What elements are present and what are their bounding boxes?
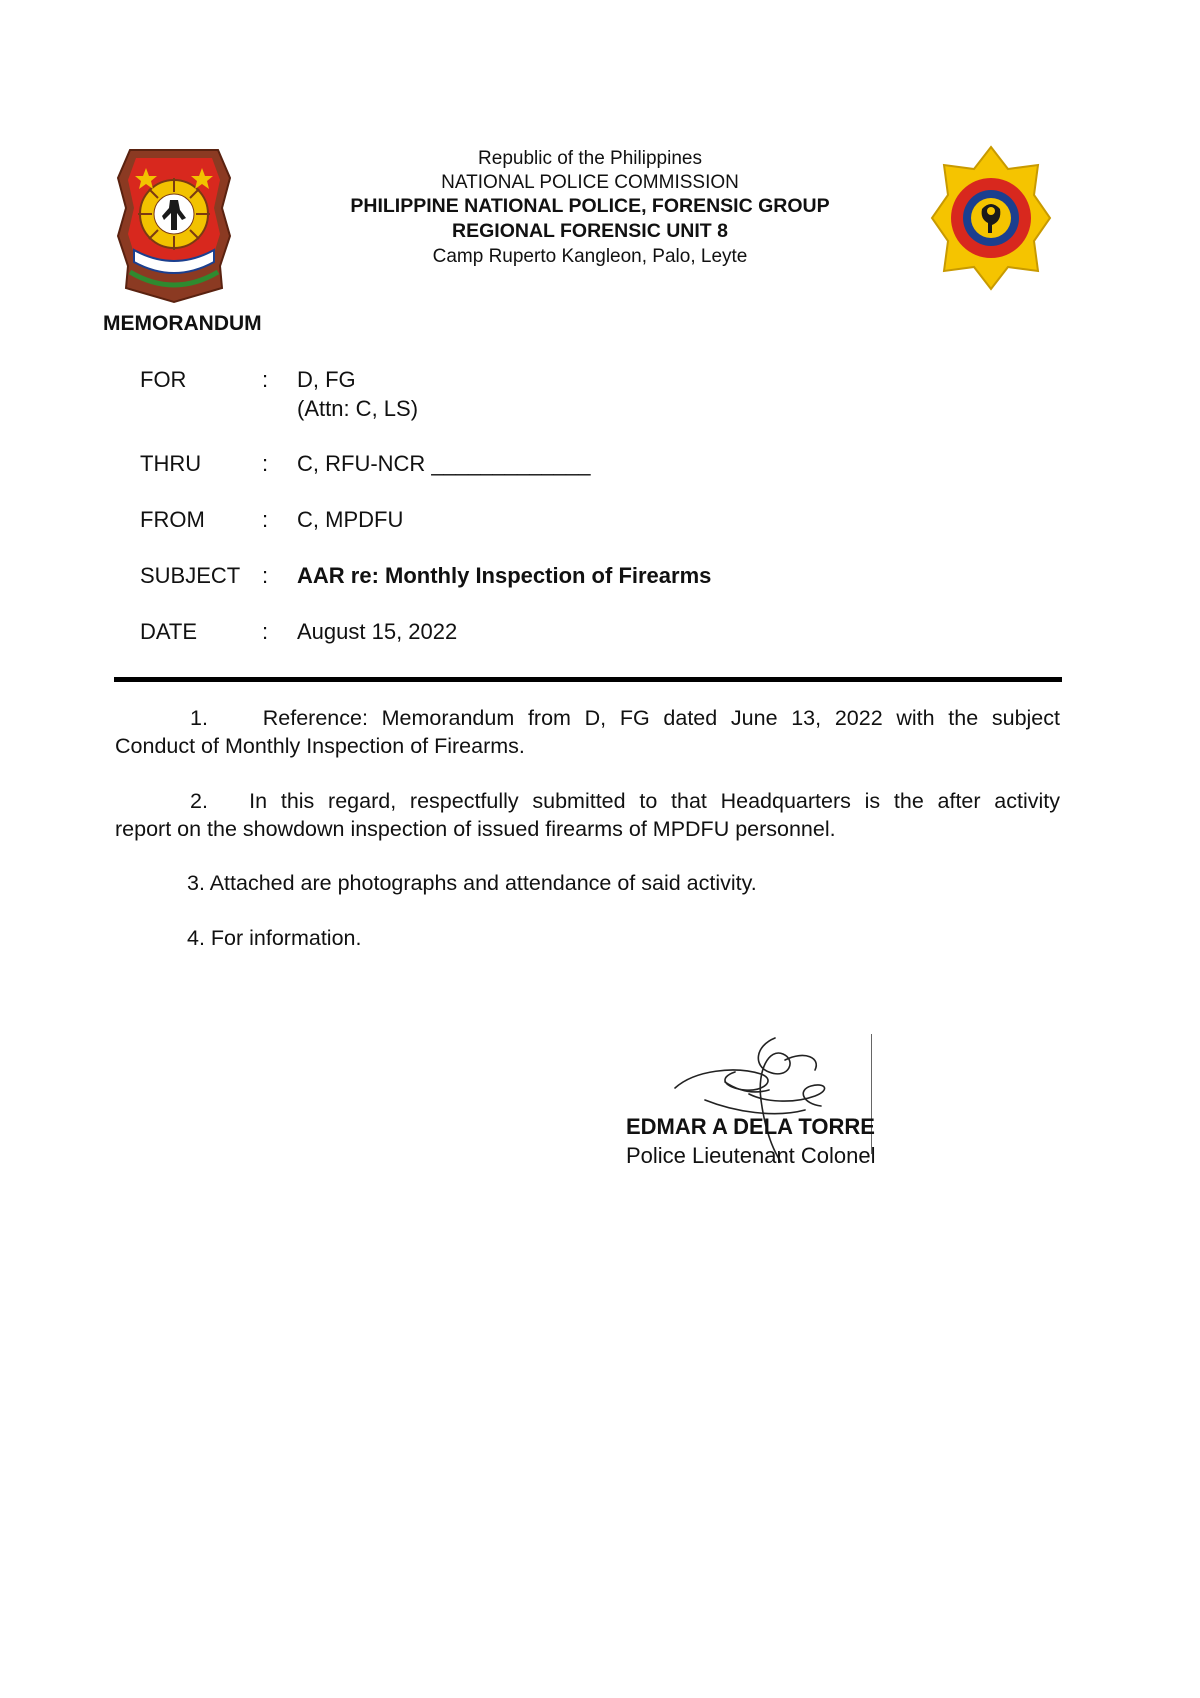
- paragraph-1: [115, 704, 1060, 760]
- divider-rule: [114, 677, 1062, 682]
- for-colon: :: [262, 367, 269, 392]
- header-pnp-forensic-group: PHILIPPINE NATIONAL POLICE, FORENSIC GROUP: [350, 195, 830, 217]
- header-republic: Republic of the Philippines: [478, 148, 702, 169]
- for-value: D, FG: [297, 367, 356, 392]
- for-attn: (Attn: C, LS): [297, 396, 419, 421]
- subject-value: AAR re: Monthly Inspection of Firearms: [297, 563, 712, 588]
- from-colon: :: [262, 507, 269, 532]
- date-value: August 15, 2022: [297, 619, 458, 644]
- thru-label: THRU: [140, 451, 202, 476]
- paragraph-2-line2: report on the showdown inspection of issued firearms of MPDFU personnel.: [115, 817, 836, 841]
- paragraph-1-number: 1.: [190, 706, 208, 730]
- memo-title: MEMORANDUM: [103, 312, 262, 335]
- for-label: FOR: [140, 367, 187, 392]
- header-napolcom: NATIONAL POLICE COMMISSION: [441, 172, 739, 193]
- date-colon: :: [262, 619, 269, 644]
- pnp-seal-icon: [116, 148, 232, 304]
- paragraph-2: [115, 787, 1060, 843]
- pnp-forensic-group-seal-icon: [930, 145, 1052, 291]
- paragraph-1-line2: Conduct of Monthly Inspection of Firearms.: [115, 734, 525, 758]
- paragraph-2-number: 2.: [190, 789, 208, 813]
- header-regional-forensic-unit: REGIONAL FORENSIC UNIT 8: [452, 220, 728, 242]
- signatory-name: EDMAR A DELA TORRE: [626, 1114, 875, 1139]
- subject-label: SUBJECT: [140, 563, 241, 588]
- paragraph-1-line1: Reference: Memorandum from D, FG dated June 13, 2022 with the subject: [262, 706, 1060, 730]
- paragraph-2-line1: In this regard, respectfully submitted to that Headquarters is the after activity: [249, 789, 1061, 813]
- paragraph-4: 4. For information.: [187, 926, 362, 950]
- from-label: FROM: [140, 507, 205, 532]
- subject-colon: :: [262, 563, 269, 588]
- signatory-rank: Police Lieutenant Colonel: [626, 1143, 876, 1168]
- thru-value: C, RFU-NCR _____________: [297, 451, 591, 476]
- from-value: C, MPDFU: [297, 507, 404, 532]
- date-label: DATE: [140, 619, 198, 644]
- paragraph-3: 3. Attached are photographs and attendance of said activity.: [187, 871, 757, 895]
- thru-colon: :: [262, 451, 269, 476]
- header-address: Camp Ruperto Kangleon, Palo, Leyte: [432, 246, 748, 267]
